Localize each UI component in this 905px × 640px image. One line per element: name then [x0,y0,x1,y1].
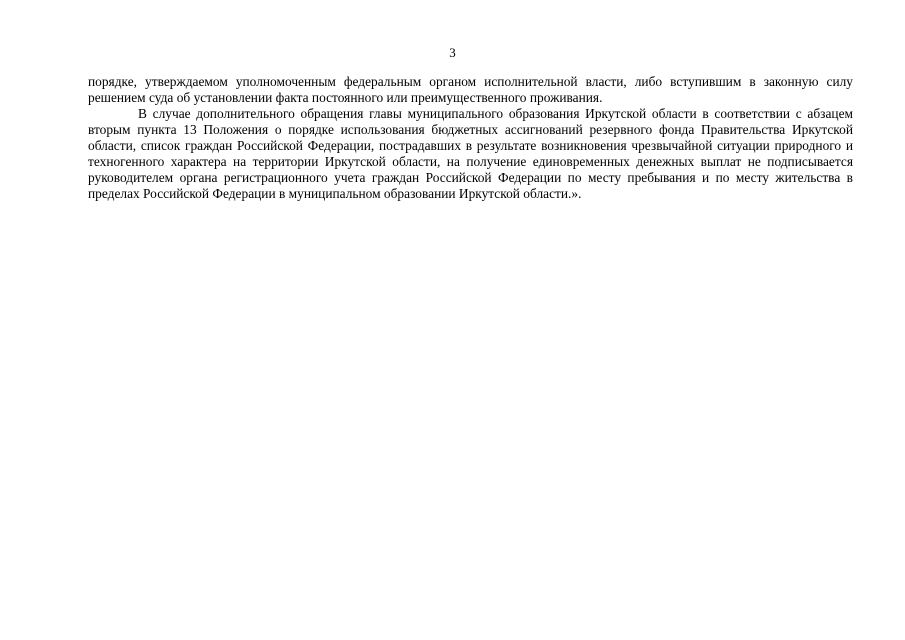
paragraph-additional-request: В случае дополнительного обращения главы муниципального образования Иркутской области в соответствии с абзацем вторым пункта 13 Положения о порядке использования бюджетных ассигнований резервного фонда Правительства Иркутской области, список граждан Российской Федерации, пострадавших в результате возникновения чрезвычайной ситуации природного и техногенного характера на территории Иркутской области, на получение единовременных денежных выплат не подписывается руководителем органа регистрационного учета граждан Российской Федерации по месту пребывания и по месту жительства в пределах Российской Федерации в муниципальном образовании Иркутской области.». [88,106,853,201]
paragraph-continuation: порядке, утверждаемом уполномоченным федеральным органом исполнительной власти, либо вступившим в законную силу решением суда об установлении факта постоянного или преимущественного проживания. [88,74,853,105]
document-body [88,74,853,202]
page-number: 3 [449,45,456,60]
